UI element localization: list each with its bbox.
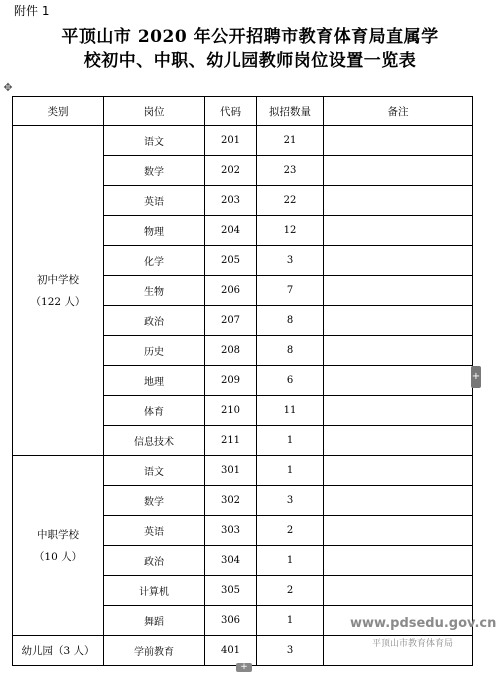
code-cell: 205: [205, 246, 257, 276]
table-row: [13, 126, 473, 156]
code-cell: 203: [205, 186, 257, 216]
position-cell: 舞蹈: [104, 606, 205, 636]
remarks-cell: [324, 276, 473, 306]
header-position: 岗位: [104, 97, 205, 126]
code-cell: 304: [205, 546, 257, 576]
code-cell: 209: [205, 366, 257, 396]
category-cell: [13, 126, 104, 456]
position-cell: 英语: [104, 516, 205, 546]
position-cell: 数学: [104, 156, 205, 186]
document-title-line-2: 校初中、中职、幼儿园教师岗位设置一览表: [83, 51, 417, 71]
category-count: （10 人）: [33, 550, 83, 563]
position-cell: 英语: [104, 186, 205, 216]
code-cell: 208: [205, 336, 257, 366]
code-cell: 303: [205, 516, 257, 546]
position-cell: 政治: [104, 546, 205, 576]
watermark-url: www.pdsedu.gov.cn: [350, 616, 497, 631]
position-cell: 数学: [104, 486, 205, 516]
category-count: （122 人）: [30, 295, 86, 308]
remarks-cell: [324, 126, 473, 156]
position-cell: 语文: [104, 456, 205, 486]
code-cell: 302: [205, 486, 257, 516]
remarks-cell: [324, 486, 473, 516]
quantity-cell: 3: [257, 246, 324, 276]
code-cell: 211: [205, 426, 257, 456]
quantity-cell: 11: [257, 396, 324, 426]
remarks-cell: [324, 366, 473, 396]
quantity-cell: 6: [257, 366, 324, 396]
position-cell: 历史: [104, 336, 205, 366]
quantity-cell: 3: [257, 636, 324, 666]
quantity-cell: 2: [257, 576, 324, 606]
table-header-row: [13, 97, 473, 126]
position-cell: 地理: [104, 366, 205, 396]
category-name: 初中学校: [37, 273, 79, 286]
remarks-cell: [324, 156, 473, 186]
position-cell: 学前教育: [104, 636, 205, 666]
add-column-icon[interactable]: +: [471, 366, 481, 388]
code-cell: 204: [205, 216, 257, 246]
remarks-cell: [324, 426, 473, 456]
watermark-org: 平顶山市教育体育局: [372, 639, 454, 649]
code-cell: 210: [205, 396, 257, 426]
remarks-cell: [324, 546, 473, 576]
category-cell: [13, 636, 104, 666]
positions-table: [12, 96, 473, 666]
position-cell: 政治: [104, 306, 205, 336]
document-title-line-1: 平顶山市 2020 年公开招聘市教育体育局直属学: [61, 27, 439, 47]
remarks-cell: [324, 336, 473, 366]
quantity-cell: 8: [257, 336, 324, 366]
remarks-cell: [324, 246, 473, 276]
position-cell: 生物: [104, 276, 205, 306]
code-cell: 306: [205, 606, 257, 636]
code-cell: 201: [205, 126, 257, 156]
header-remarks: 备注: [324, 97, 473, 126]
header-category: 类别: [13, 97, 104, 126]
quantity-cell: 1: [257, 606, 324, 636]
quantity-cell: 23: [257, 156, 324, 186]
quantity-cell: 22: [257, 186, 324, 216]
remarks-cell: [324, 516, 473, 546]
table-move-handle-icon[interactable]: ✥: [3, 81, 13, 94]
quantity-cell: 21: [257, 126, 324, 156]
code-cell: 202: [205, 156, 257, 186]
add-row-icon[interactable]: +: [236, 663, 252, 672]
code-cell: 206: [205, 276, 257, 306]
quantity-cell: 1: [257, 456, 324, 486]
position-cell: 计算机: [104, 576, 205, 606]
position-cell: 信息技术: [104, 426, 205, 456]
remarks-cell: [324, 306, 473, 336]
category-name: 幼儿园（3 人）: [21, 644, 95, 657]
remarks-cell: [324, 576, 473, 606]
quantity-cell: 7: [257, 276, 324, 306]
position-cell: 化学: [104, 246, 205, 276]
position-cell: 体育: [104, 396, 205, 426]
remarks-cell: [324, 186, 473, 216]
attachment-label: 附件 1: [14, 4, 50, 18]
quantity-cell: 2: [257, 516, 324, 546]
code-cell: 207: [205, 306, 257, 336]
table-row: [13, 456, 473, 486]
header-code: 代码: [205, 97, 257, 126]
code-cell: 301: [205, 456, 257, 486]
quantity-cell: 3: [257, 486, 324, 516]
category-name: 中职学校: [37, 528, 79, 541]
code-cell: 401: [205, 636, 257, 666]
header-quantity: 拟招数量: [257, 97, 324, 126]
quantity-cell: 8: [257, 306, 324, 336]
remarks-cell: [324, 396, 473, 426]
code-cell: 305: [205, 576, 257, 606]
remarks-cell: [324, 216, 473, 246]
remarks-cell: [324, 456, 473, 486]
quantity-cell: 1: [257, 546, 324, 576]
position-cell: 语文: [104, 126, 205, 156]
position-cell: 物理: [104, 216, 205, 246]
quantity-cell: 12: [257, 216, 324, 246]
category-cell: [13, 456, 104, 636]
quantity-cell: 1: [257, 426, 324, 456]
